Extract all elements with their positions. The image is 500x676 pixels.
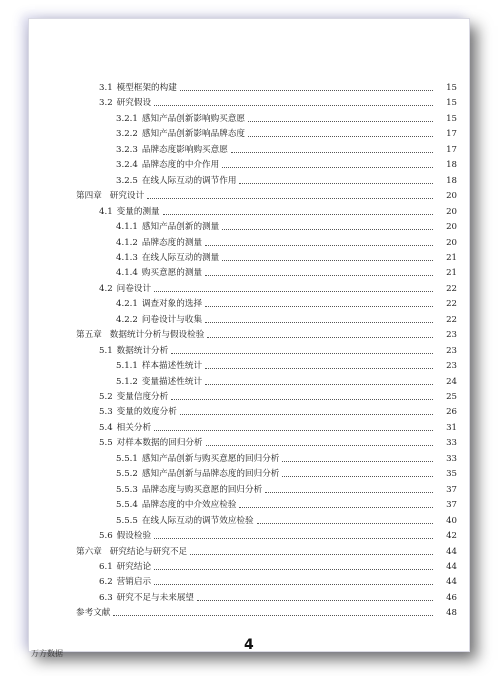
- toc-entry-number: 5.5.5: [116, 515, 138, 526]
- toc-leader-dots: [231, 151, 433, 153]
- toc-entry-number: 4.2.2: [116, 314, 138, 325]
- toc-entry: [29, 452, 469, 464]
- toc-entry-number: 4.1.2: [116, 237, 138, 248]
- toc-entry-number: 6.3: [99, 592, 113, 603]
- toc-entry: [29, 529, 469, 541]
- toc-entry-title: 在线人际互动的调节作用: [141, 175, 237, 186]
- toc-entry-page: 18: [446, 160, 457, 171]
- toc-leader-dots: [180, 413, 433, 415]
- toc-leader-dots: [248, 120, 433, 122]
- toc-entry-number: 4.1: [99, 206, 113, 217]
- toc-entry-page: 44: [446, 577, 457, 588]
- toc-entry-page: 31: [446, 422, 457, 433]
- toc-entry-title: 感知产品创新与购买意愿的回归分析: [141, 453, 280, 464]
- toc-entry-number: 5.5.3: [116, 484, 138, 495]
- toc-leader-dots: [205, 383, 433, 385]
- toc-entry-page: 35: [446, 469, 457, 480]
- toc-entry-title: 数据统计分析: [116, 345, 169, 356]
- toc-entry-number: 5.5.2: [116, 469, 138, 480]
- toc-leader-dots: [206, 444, 433, 446]
- toc-entry: [29, 514, 469, 526]
- toc-entry: [29, 174, 469, 186]
- toc-leader-dots: [154, 583, 433, 585]
- toc-entry-title: 调查对象的选择: [141, 299, 203, 310]
- toc-entry-page: 25: [446, 392, 457, 402]
- toc-entry-title: 参考文献: [76, 608, 111, 619]
- toc-entry-page: 18: [446, 175, 457, 186]
- toc-entry-number: 第五章: [76, 330, 102, 341]
- toc-entry-page: 20: [446, 237, 457, 248]
- toc-entry: [29, 328, 469, 340]
- toc-entry-number: 3.2: [99, 98, 113, 109]
- toc-entry-number: 5.5.4: [116, 500, 138, 511]
- toc-entry-title: 营销启示: [116, 577, 152, 588]
- toc-entry-title: 感知产品创新影响购买意愿: [141, 113, 246, 124]
- toc-entry-title: 品牌态度的中介作用: [141, 160, 220, 171]
- footer-brand: 万方数据: [31, 649, 63, 658]
- toc-entry-page: 23: [446, 345, 457, 356]
- toc-entry-page: 24: [446, 376, 457, 387]
- toc-entry-title: 数据统计分析与假设检验: [109, 330, 205, 341]
- toc-entry: [29, 236, 469, 248]
- toc-leader-dots: [163, 213, 433, 215]
- toc-entry: [29, 313, 469, 325]
- toc-entry-page: 37: [446, 500, 457, 511]
- toc-entry: [29, 127, 469, 139]
- toc-entry-page: 40: [446, 515, 457, 526]
- toc-entry-number: 5.4: [99, 422, 113, 433]
- toc-entry: [29, 359, 469, 371]
- toc-entry-number: 4.1.3: [116, 252, 138, 263]
- toc-entry-page: 17: [446, 144, 457, 155]
- toc-entry-number: 3.2.3: [116, 144, 138, 155]
- toc-entry-title: 研究不足与未来展望: [116, 592, 195, 603]
- toc-entry-number: 3.1: [99, 83, 113, 93]
- toc-entry-page: 20: [446, 191, 457, 202]
- toc-entry-page: 26: [446, 407, 457, 418]
- page-number: 4: [244, 637, 254, 653]
- toc-entry-page: 20: [446, 222, 457, 233]
- toc-leader-dots: [239, 182, 433, 184]
- document-page: [28, 18, 470, 652]
- toc-entry-title: 变量描述性统计: [141, 376, 203, 387]
- toc-entry-page: 46: [446, 592, 457, 603]
- toc-entry-page: 44: [446, 546, 457, 557]
- toc-entry-title: 样本描述性统计: [141, 361, 203, 372]
- toc-entry: [29, 205, 469, 217]
- toc-leader-dots: [205, 244, 433, 246]
- toc-entry-title: 研究设计: [109, 191, 145, 202]
- toc-entry-number: 5.3: [99, 407, 113, 418]
- toc-entry: [29, 297, 469, 309]
- toc-entry-number: 5.2: [99, 392, 113, 402]
- toc-entry-title: 品牌态度的测量: [141, 237, 203, 248]
- toc-entry-title: 品牌态度的中介效应检验: [141, 500, 237, 511]
- toc-entry-page: 33: [446, 453, 457, 464]
- toc-leader-dots: [180, 89, 433, 91]
- toc-entry-title: 在线人际互动的测量: [141, 252, 220, 263]
- toc-entry-page: 44: [446, 561, 457, 572]
- toc-leader-dots: [154, 104, 433, 106]
- toc-entry: [29, 405, 469, 417]
- toc-entry-number: 3.2.5: [116, 175, 138, 186]
- toc-entry-number: 4.2: [99, 283, 113, 294]
- toc-entry: [29, 251, 469, 263]
- toc-entry-number: 3.2.4: [116, 160, 138, 171]
- toc-entry-number: 5.6: [99, 531, 113, 542]
- toc-leader-dots: [248, 135, 433, 137]
- toc-leader-dots: [257, 522, 433, 524]
- toc-leader-dots: [154, 568, 433, 570]
- toc-entry-title: 相关分析: [116, 422, 152, 433]
- toc-entry-page: 48: [446, 608, 457, 619]
- toc-entry-title: 模型框架的构建: [116, 83, 177, 93]
- toc-entry: [29, 483, 469, 495]
- toc-entry-page: 15: [446, 83, 457, 93]
- toc-entry: [29, 344, 469, 356]
- toc-entry: [29, 467, 469, 479]
- toc-entry: [29, 158, 469, 170]
- toc-entry-number: 4.1.4: [116, 268, 138, 279]
- toc-entry-number: 3.2.1: [116, 113, 138, 124]
- toc-entry-title: 研究结论: [116, 561, 152, 572]
- toc-entry-page: 21: [446, 268, 457, 279]
- toc-entry-number: 4.2.1: [116, 299, 138, 310]
- toc-leader-dots: [222, 259, 433, 261]
- toc-entry-title: 感知产品创新影响品牌态度: [141, 129, 246, 140]
- toc-leader-dots: [207, 336, 433, 338]
- toc-entry-number: 第四章: [76, 191, 102, 202]
- toc-entry-number: 5.5: [99, 438, 113, 449]
- toc-entry-title: 变量的效度分析: [116, 407, 177, 418]
- toc-leader-dots: [239, 506, 433, 508]
- toc-entry: [29, 498, 469, 510]
- toc-entry-title: 对样本数据的回归分析: [116, 438, 203, 449]
- toc-entry-number: 5.1.1: [116, 361, 138, 372]
- toc-entry: [29, 575, 469, 587]
- toc-leader-dots: [205, 321, 433, 323]
- toc-entry: [29, 81, 469, 93]
- toc-entry-page: 37: [446, 484, 457, 495]
- toc-entry: [29, 560, 469, 572]
- toc-entry: [29, 606, 469, 618]
- toc-leader-dots: [147, 197, 433, 199]
- toc-leader-dots: [282, 475, 433, 477]
- toc-leader-dots: [113, 614, 433, 616]
- toc-entry-number: 5.1: [99, 345, 113, 356]
- toc-leader-dots: [190, 553, 433, 555]
- toc-entry-page: 33: [446, 438, 457, 449]
- toc-entry: [29, 220, 469, 232]
- toc-entry-page: 15: [446, 98, 457, 109]
- toc-entry: [29, 143, 469, 155]
- toc-leader-dots: [154, 537, 433, 539]
- toc-entry-number: 5.5.1: [116, 453, 138, 464]
- toc-entry-title: 在线人际互动的调节效应检验: [141, 515, 254, 526]
- toc-entry-title: 问卷设计: [116, 283, 152, 294]
- toc-entry-number: 4.1.1: [116, 222, 138, 233]
- toc-entry-page: 20: [446, 206, 457, 217]
- toc-entry: [29, 545, 469, 557]
- toc-entry-title: 变量的测量: [116, 206, 160, 217]
- toc-entry-title: 假设检验: [116, 531, 152, 542]
- toc-entry: [29, 421, 469, 433]
- toc-leader-dots: [154, 290, 433, 292]
- toc-leader-dots: [265, 491, 433, 493]
- toc-leader-dots: [171, 352, 433, 354]
- toc-entry: [29, 96, 469, 108]
- toc-entry-title: 品牌态度与购买意愿的回归分析: [141, 484, 263, 495]
- toc-leader-dots: [222, 166, 433, 168]
- toc-leader-dots: [171, 398, 433, 400]
- toc-entry-number: 6.2: [99, 577, 113, 588]
- toc-entry: [29, 436, 469, 448]
- toc-entry-page: 22: [446, 299, 457, 310]
- toc-entry: [29, 375, 469, 387]
- toc-entry-page: 21: [446, 252, 457, 263]
- toc-entry-title: 研究结论与研究不足: [109, 546, 188, 557]
- toc-entry-page: 22: [446, 314, 457, 325]
- toc-entry: [29, 591, 469, 603]
- toc-entry: [29, 189, 469, 201]
- toc-entry: [29, 266, 469, 278]
- toc-entry-page: 23: [446, 330, 457, 341]
- toc-entry-page: 22: [446, 283, 457, 294]
- toc-entry-title: 感知产品创新与品牌态度的回归分析: [141, 469, 280, 480]
- toc-entry-page: 17: [446, 129, 457, 140]
- toc-entry-title: 变量信度分析: [116, 392, 169, 402]
- toc-entry: [29, 390, 469, 402]
- toc-leader-dots: [282, 460, 433, 462]
- toc-entry-number: 3.2.2: [116, 129, 138, 140]
- toc-entry: [29, 112, 469, 124]
- toc-entry-page: 23: [446, 361, 457, 372]
- toc-entry-page: 42: [446, 531, 457, 542]
- toc-entry-title: 问卷设计与收集: [141, 314, 203, 325]
- toc-entry-number: 5.1.2: [116, 376, 138, 387]
- toc-entry-page: 15: [446, 113, 457, 124]
- toc-leader-dots: [197, 599, 433, 601]
- toc-entry-title: 研究假设: [116, 98, 152, 109]
- toc-entry: [29, 282, 469, 294]
- toc-leader-dots: [205, 274, 433, 276]
- toc-leader-dots: [205, 305, 433, 307]
- toc-entry-title: 品牌态度影响购买意愿: [141, 144, 228, 155]
- toc-leader-dots: [222, 228, 433, 230]
- toc-leader-dots: [154, 429, 433, 431]
- toc-entry-number: 6.1: [99, 561, 113, 572]
- toc-entry-title: 购买意愿的测量: [141, 268, 203, 279]
- toc-entry-number: 第六章: [76, 546, 102, 557]
- toc-entry-title: 感知产品创新的测量: [141, 222, 220, 233]
- toc-leader-dots: [205, 367, 433, 369]
